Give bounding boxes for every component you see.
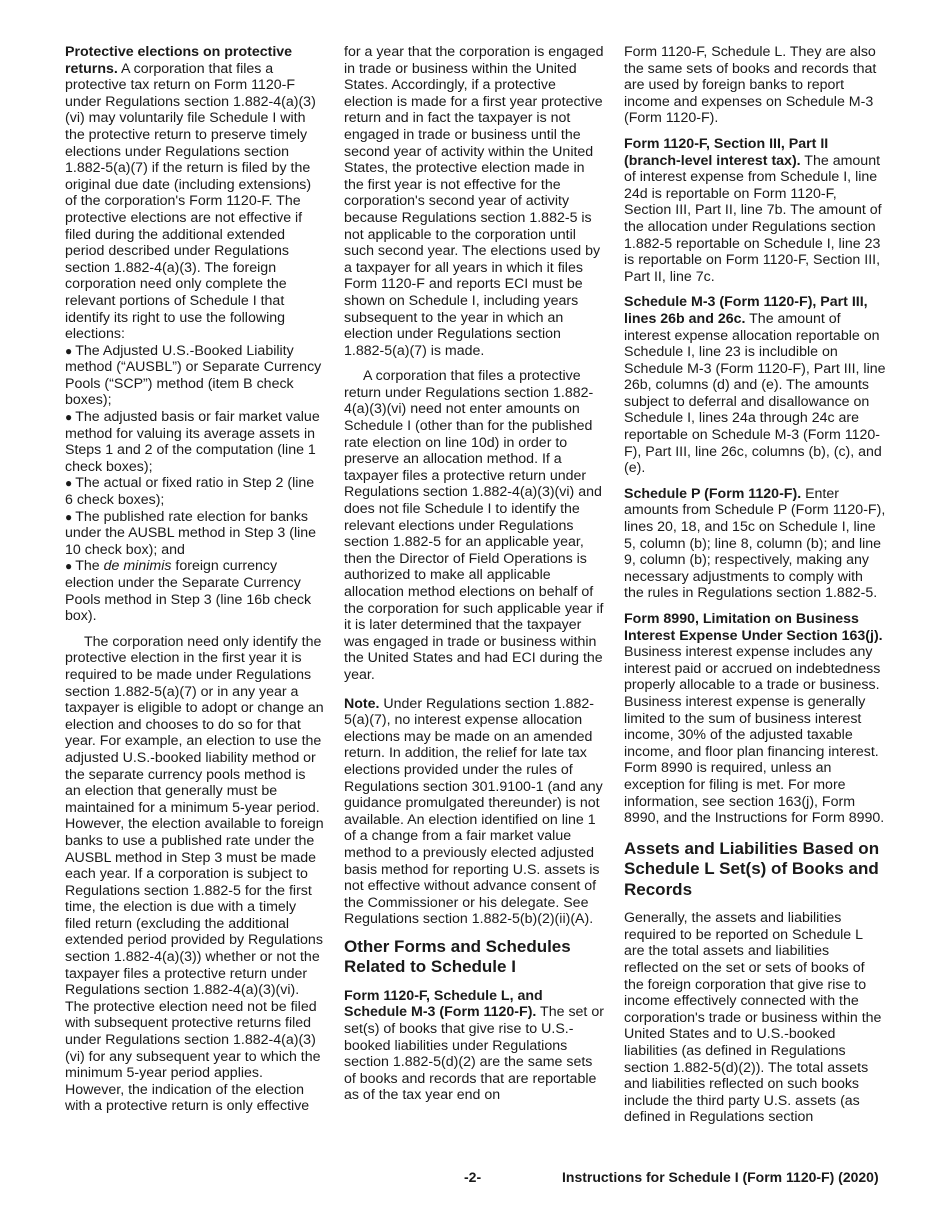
note-text: Under Regulations section 1.882-5(a)(7), no interest expense allocation elections may be made on an amended return. In addition, the relief for late tax elections provided under the rules of Regulations section 301.9100-1 (and any guidance promulgated thereunder) is not available. An election identified on line 1 of a change from a fair market value method to a previously elected adjusted basis method for reporting U.S. assets is not effective without advance consent of the Commissioner or his delegate. See Regulations section 1.882-5(b)(2)(ii)(A). bbox=[344, 695, 603, 928]
page-number: -2- bbox=[464, 1169, 482, 1185]
paragraph-heading: Protective elections on protective returns. bbox=[65, 44, 293, 77]
bullet-icon: ● bbox=[65, 476, 73, 491]
paragraph-protective-election-timing: The corporation need only identify the protective election in the first year it is required to be made under Regulations section 1.882-5(a)(7) or in any year a taxpayer is eligible to adopt or change an election and chooses to do so for that year. For example, an election to use the adjusted U.S.-booked liability method or the separate currency pools method is an election that generally must be maintained for a minimum 5-year period. However, the election available to foreign banks to use a published rate under the AUSBL method in Step 3 must be made each year. If a corporation is subject to Regulations section 1.882-5 for the first time, the election is due with a timely filed return (excluding the additional extended period provided by Regulations section 1.882-4(a)(3)) whether or not the taxpayer files a protective return under Regulations section 1.882-4(a)(3)(vi). The protective election need not be filed with subsequent protective returns filed under Regulations section 1.882-4(a)(3)(vi) for any subsequent year to which the minimum 5-year period applies. However, the indication of the election with a protective return is only effective bbox=[65, 633, 324, 1115]
paragraph-heading: Form 8990, Limitation on Business Interest Expense Under Section 163(j). bbox=[624, 611, 883, 644]
paragraph-branch-level-interest bbox=[624, 136, 886, 285]
paragraph-assets-liabilities: Generally, the assets and liabilities required to be reported on Schedule L are the total assets and liabilities reflected on the set or sets of books of the foreign corporation that give rise to income effectively connected with the corporation's trade or business within the United States and to U.S.-booked liabilities (as defined in Regulations section 1.882-5(d)(2)). The total assets and liabilities reflected on such books include the third party U.S. assets (as defined in Regulations section bbox=[624, 910, 882, 1126]
paragraph-heading: Schedule P (Form 1120-F). bbox=[624, 485, 802, 502]
column-right bbox=[624, 44, 886, 1135]
list-item: ● The actual or fixed ratio in Step 2 (line 6 check boxes); bbox=[65, 475, 315, 509]
column-middle bbox=[344, 44, 605, 1113]
paragraph-text: The set or set(s) of books that give rise to U.S.-booked liabilities under Regulations section 1.882-5(d)(2) are the same sets of books and records that are reportable as of the tax year end on bbox=[344, 1004, 604, 1104]
paragraph-heading: Schedule M-3 (Form 1120-F), Part III, lines 26b and 26c. bbox=[624, 294, 868, 327]
bullet-icon: ● bbox=[65, 509, 73, 524]
section-heading-assets-liabilities: Assets and Liabilities Based on Schedule L Set(s) of Books and Records bbox=[624, 838, 880, 899]
list-item: ● The published rate election for banks under the AUSBL method in Step 3 (line 10 check box); and bbox=[65, 508, 317, 558]
paragraph-schedule-l bbox=[344, 988, 605, 1104]
bullet-icon: ● bbox=[65, 343, 73, 358]
note-label: Note. bbox=[344, 695, 380, 712]
paragraph-form-8990 bbox=[624, 611, 886, 827]
paragraph-text: Business interest expense includes any interest paid or accrued on indebtedness properly allocable to a trade or business. Business interest expense is generally limited to the sum of business interest income, 30% of the adjusted taxable income, and floor plan financing interest. Form 8990 is required, unless an exception for filing is met. For more information, see section 163(j), Form 8990, and the Instructions for Form 8990. bbox=[624, 644, 885, 827]
bullet-icon: ● bbox=[65, 559, 73, 574]
paragraph-continued: for a year that the corporation is engaged in trade or business within the United States. Accordingly, if a protective election is made for a first year protective return and in fact the taxpayer is not engaged in trade or business until the second year of activity within the United States, the protective election made in the first year is not effective for the corporation's second year of activity because Regulations section 1.882-5 is not applicable to the corporation until such second year. The elections used by a taxpayer for all years in which it files Form 1120-F and reports ECI must be shown on Schedule I, including years subsequent to the year in which an election under Regulations section 1.882-5(a)(7) is made. bbox=[344, 44, 604, 359]
bullet-icon: ● bbox=[65, 410, 73, 425]
paragraph-note bbox=[344, 696, 605, 928]
paragraph-text: The amount of interest expense from Schedule I, line 24d is reportable on Form 1120-F, Section III, Part II, line 7b. The amount of the allocation under Regulations section 1.882-5 reportable on Schedule I, line 23 is reportable on Form 1120-F, Section III, Part II, line 7c. bbox=[624, 152, 882, 285]
footer-title: Instructions for Schedule I (Form 1120-F) (2020) bbox=[562, 1169, 879, 1185]
paragraph-continued: Form 1120-F, Schedule L. They are also the same sets of books and records that are used by foreign banks to report income and expenses on Schedule M-3 (Form 1120-F). bbox=[624, 44, 877, 127]
paragraph-heading: Form 1120-F, Schedule L, and Schedule M-3 (Form 1120-F). bbox=[344, 987, 543, 1021]
list-item: ● The adjusted basis or fair market value method for valuing its average assets in Steps 1 and 2 of the computation (line 1 check boxes); bbox=[65, 409, 320, 475]
paragraph-text: Enter amounts from Schedule P (Form 1120-F), lines 20, 18, and 15c on Schedule I, line 5, column (b); line 8, column (b); and line 9, column (b); respectively, making any necessary adjustments to comply with the rules in Regulations section 1.882-5. bbox=[624, 485, 886, 602]
elections-list bbox=[65, 343, 325, 625]
paragraph-schedule-p bbox=[624, 486, 886, 602]
paragraph-allocation-method: A corporation that files a protective return under Regulations section 1.882-4(a)(3)(vi) need not enter amounts on Schedule I (other than for the published rate election on line 10d) in order to preserve an allocation method. If a taxpayer files a protective return under Regulations section 1.882-4(a)(3)(vi) and does not file Schedule I to identify the relevant elections under Regulations section 1.882-5 for an applicable year, then the Director of Field Operations is authorized to make all applicable allocation method elections on behalf of the corporation for such applicable year if it is later determined that the taxpayer was engaged in trade or business within the United States and had ECI during the year. bbox=[344, 368, 604, 683]
paragraph-heading: Form 1120-F, Section III, Part II (branch-level interest tax). bbox=[624, 135, 829, 169]
paragraph-protective-elections bbox=[65, 44, 325, 343]
paragraph-schedule-m3 bbox=[624, 294, 886, 477]
column-left bbox=[65, 44, 325, 1124]
section-heading-other-forms: Other Forms and Schedules Related to Schedule I bbox=[344, 936, 571, 977]
list-item: ● The Adjusted U.S.-Booked Liability method (“AUSBL”) or Separate Currency Pools (“SCP”) method (item B check boxes); bbox=[65, 342, 322, 409]
list-item: ● The de minimis foreign currency election under the Separate Currency Pools method in Step 3 (line 16b check box). bbox=[65, 558, 312, 625]
paragraph-text: The amount of interest expense allocation reportable on Schedule I, line 23 is includible on Schedule M-3 (Form 1120-F), Part III, line 26b, columns (d) and (e). The amounts subject to deferral and disallowance on Schedule I, lines 24a through 24c are reportable on Schedule M-3 (Form 1120-F), Part III, line 26c, columns (b), (c), and (e). bbox=[624, 310, 886, 477]
paragraph-text: A corporation that files a protective tax return on Form 1120-F under Regulations section 1.882-4(a)(3)(vi) may voluntarily file Schedule I with the protective return to preserve timely elections under Regulations section 1.882-5(a)(7) if the return is filed by the original due date (including extensions) of the corporation's Form 1120-F. The protective elections are not effective if filed during the additional extended period described under Regulations section 1.882-4(a)(3). The foreign corporation need only complete the relevant portions of Schedule I that identify its right to use the following elections: bbox=[65, 60, 316, 343]
